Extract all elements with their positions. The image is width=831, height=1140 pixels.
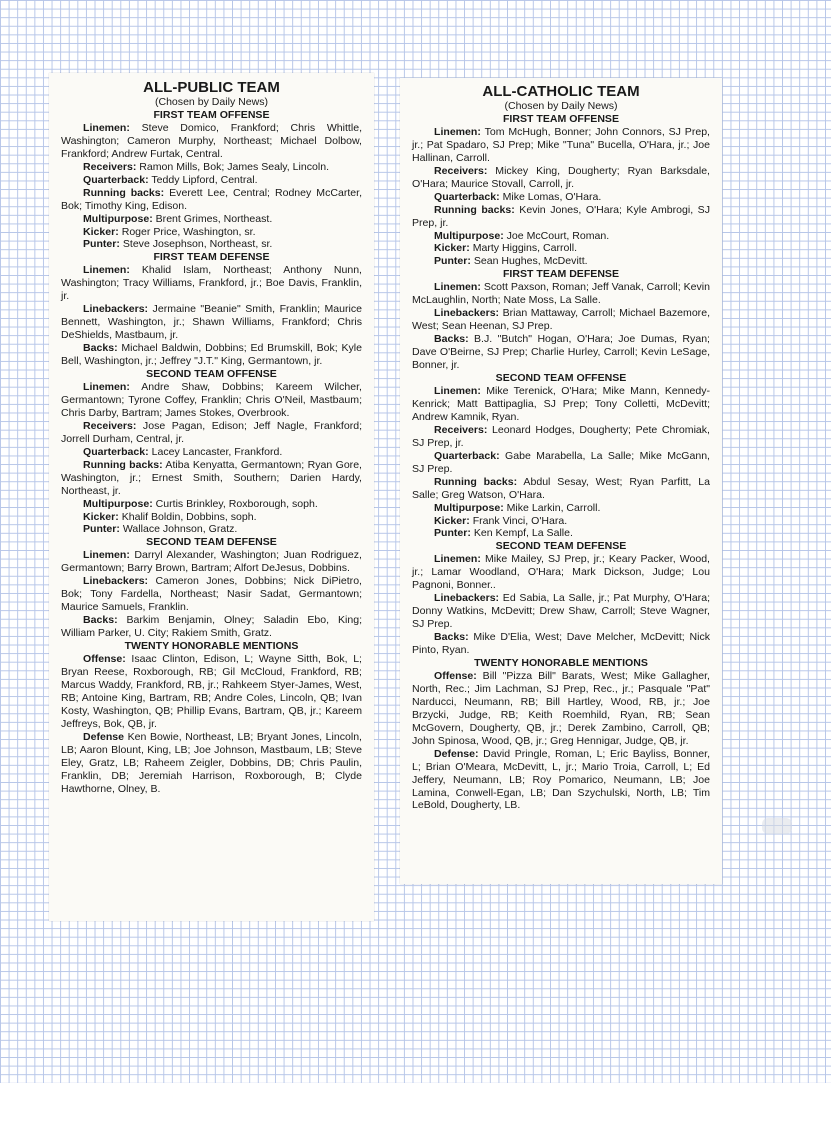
roster-entry [412,191,710,204]
roster-entry [61,498,362,511]
roster-entry [412,502,710,515]
player-list: Darryl Alexander, Washington; Juan Rodriguez, Germantown; Barry Brown, Bartram; Alfort DeJesus, Dobbins. [61,549,362,575]
position-label: Linebackers: [83,575,149,588]
position-label: Kicker: [83,225,119,238]
position-label: Offense: [83,652,126,665]
player-list: Ken Kempf, La Salle. [470,527,573,540]
position-label: Linebackers: [434,592,500,605]
section-heading: FIRST TEAM DEFENSE [153,251,270,264]
position-label: Defense: [434,747,479,760]
section-heading: FIRST TEAM DEFENSE [502,268,620,281]
position-label: Receivers: [83,419,137,432]
player-list: Jermaine "Beanie" Smith, Franklin; Maurice Bennett, Washington, jr.; Shawn Williams, Frankford; Chris DeShields, Mastbaum, jr. [61,303,362,342]
position-label: Backs: [434,631,469,644]
player-list: Mike Terenick, O'Hara; Mike Mann, Kennedy-Kenrick; Matt Battipaglia, SJ Prep; Tony Colletti, McDevitt; Andrew Kamnik, Ryan. [412,384,710,423]
position-label: Receivers: [434,423,488,436]
player-list: Wallace Johnson, Gratz. [119,523,238,536]
roster-entry [61,549,362,575]
position-label: Running backs: [83,458,163,471]
position-label: Offense: [434,669,477,682]
player-list: Cameron Jones, Dobbins; Nick DiPietro, Bok; Tony Fardella, Northeast; Nasir Sadat, Germantown; Maurice Samuels, Franklin. [61,575,362,614]
roster-entry [412,126,710,165]
roster-entry [412,553,710,592]
player-list: Mike Mailey, SJ Prep, jr.; Keary Packer, Wood, jr.; Lamar Woodland, O'Hara; Mark Dickson, Judge; Lou Pagnoni, Bonner.. [412,553,710,592]
player-list: Barkim Benjamin, Olney; Saladin Ebo, King; William Parker, U. City; Rakiem Smith, Gratz. [61,614,362,640]
subtitle: (Chosen by Daily News) [504,100,618,112]
roster-entry [412,242,710,255]
player-list: Abdul Sesay, West; Ryan Parfitt, La Salle; Greg Watson, O'Hara. [412,475,711,501]
player-list: Bill "Pizza Bill" Barats, West; Mike Gallagher, North, Rec.; Jim Lachman, SJ Prep, Rec., jr.; Pasquale "Pat" Narducci, Neumann, RB; Bill Hartley, Wood, RB, jr.; Joe Brzycki, Judge, RB; Keith Roemhild, Ryan, RB; Sean McGovern, Dougherty, QB, jr.; Derek Zambino, Carroll, QB; John Spinosa, Wood, QB, jr.; Greg Hennigar, Judge, QB, jr. [412,669,710,747]
section-heading: SECOND TEAM DEFENSE [495,540,627,553]
team-title: ALL-CATHOLIC TEAM [482,83,640,100]
roster-entry [412,255,710,268]
position-label: Kicker: [434,242,470,255]
position-label: Multipurpose: [83,212,153,225]
section-heading: FIRST TEAM OFFENSE [502,112,620,125]
player-list: Khalif Boldin, Dobbins, soph. [118,510,257,523]
roster-entry [412,631,710,657]
position-label: Linemen: [434,125,481,138]
position-label: Multipurpose: [83,497,153,510]
player-list: Atiba Kenyatta, Germantown; Ryan Gore, Washington, jr.; Ernest Smith, Southern; Darien Hardy, Northeast, jr. [61,458,362,497]
page-bottom-margin [0,1083,831,1140]
roster-entry [412,424,710,450]
position-label: Linemen: [434,281,481,294]
position-label: Linebackers: [83,303,149,316]
player-list: B.J. "Butch" Hogan, O'Hara; Joe Dumas, Ryan; Dave O'Beirne, SJ Prep; Charlie Hurley, Carroll; Kevin LeSage, Bonner, jr. [412,333,710,372]
position-label: Kicker: [83,510,119,523]
section-heading: SECOND TEAM OFFENSE [495,372,627,385]
roster-entry [61,187,362,213]
player-list: Marty Higgins, Carroll. [469,242,578,255]
position-label: Linemen: [83,380,130,393]
position-label: Running backs: [434,475,518,488]
player-list: Steve Domico, Frankford; Chris Whittle, Washington; Cameron Murphy, Northeast; Michael Dolbow, Frankford; Andrew Furtak, Central. [61,121,362,160]
player-list: David Pringle, Roman, L; Eric Bayliss, Bonner, L; Brian O'Meara, McDevitt, L, jr.; Mario Troia, Carroll, L; Ed Jeffery, Neumann, LB; Roy Pomarico, Neumann, LB; Joe Lamina, Conwell-Egan, LB; Dan Szychulski, North, LB; Tim LeBold, Dougherty, LB. [412,747,710,812]
roster-entry [61,381,362,420]
roster-entry [61,174,362,187]
section-heading: FIRST TEAM OFFENSE [153,108,270,121]
roster-entry [61,653,362,731]
player-list: Frank Vinci, O'Hara. [469,514,568,527]
player-list: Andre Shaw, Dobbins; Kareem Wilcher, Germantown; Tyrone Coffey, Franklin; Chris O'Neil, Mastbaum; Chris Darby, Bartram; James Stokes, Overbrook. [61,380,362,419]
player-list: Gabe Marabella, La Salle; Mike McGann, SJ Prep. [412,449,710,475]
roster-entry [412,204,710,230]
all-catholic-team-clipping [400,78,722,884]
player-list: Khalid Islam, Northeast; Anthony Nunn, Washington; Tracy Williams, Frankford, jr.; Boe Davis, Franklin, jr. [61,264,362,303]
player-list: Lacey Lancaster, Frankford. [148,445,283,458]
roster-entry [61,731,362,796]
roster-entry [61,226,362,239]
roster-entry [412,281,710,307]
player-list: Scott Paxson, Roman; Jeff Vanak, Carroll; Kevin McLaughlin, North; Nate Moss, La Salle. [412,281,710,307]
section-heading: SECOND TEAM DEFENSE [146,536,277,549]
roster-entry [412,592,710,631]
roster-entry [412,450,710,476]
roster-entry [61,446,362,459]
roster-entry [61,161,362,174]
player-list: Ramon Mills, Bok; James Sealy, Lincoln. [136,160,330,173]
roster-entry [412,230,710,243]
player-list: Mike Lomas, O'Hara. [499,190,602,203]
player-list: Ken Bowie, Northeast, LB; Bryant Jones, Lincoln, LB; Aaron Blount, King, LB; Joe Johnson, Mastbaum, LB; Steve Eley, Gratz, LB; Raheem Zeigler, Dobbins, DB; Chris Paulin, Franklin, DB; Jeremiah Harrison, Roxborough, B; Clyde Hawthorne, Olney, B. [61,730,362,795]
position-label: Multipurpose: [434,501,504,514]
position-label: Backs: [434,333,469,346]
section-heading: TWENTY HONORABLE MENTIONS [124,640,299,653]
section-heading: SECOND TEAM OFFENSE [146,368,277,381]
player-list: Curtis Brinkley, Roxborough, soph. [152,497,318,510]
position-label: Receivers: [434,164,488,177]
roster-entry [412,748,710,813]
player-list: Leonard Hodges, Dougherty; Pete Chromiak, SJ Prep, jr. [412,423,710,449]
roster-entry [61,523,362,536]
roster-entry [412,165,710,191]
position-label: Quarterback: [434,190,500,203]
player-list: Teddy Lipford, Central. [148,173,258,186]
roster-entry [61,614,362,640]
player-list: Mike Larkin, Carroll. [503,501,601,514]
player-list: Ed Sabia, La Salle, jr.; Pat Murphy, O'Hara; Donny Watkins, McDevitt; Drew Shaw, Carroll; Steve Wagner, SJ Prep. [412,592,710,631]
position-label: Linemen: [83,264,130,277]
roster-entry [61,303,362,342]
position-label: Linemen: [434,384,481,397]
position-label: Linebackers: [434,307,500,320]
position-label: Punter: [434,255,471,268]
player-list: Brent Grimes, Northeast. [152,212,273,225]
position-label: Backs: [83,342,118,355]
position-label: Linemen: [434,553,481,566]
player-list: Mickey King, Dougherty; Ryan Barksdale, O'Hara; Maurice Stovall, Carroll, jr. [412,164,710,190]
roster-entry [412,476,710,502]
player-list: Joe McCourt, Roman. [503,229,610,242]
position-label: Linemen: [83,121,130,134]
roster-entry [61,575,362,614]
subtitle: (Chosen by Daily News) [154,96,269,108]
team-title: ALL-PUBLIC TEAM [143,79,280,96]
player-list: Jose Pagan, Edison; Jeff Nagle, Frankford; Jorrell Durham, Central, jr. [61,419,362,445]
roster-entry [412,307,710,333]
roster-entry [61,420,362,446]
all-public-team-clipping [49,73,374,921]
player-list: Tom McHugh, Bonner; John Connors, SJ Prep, jr.; Pat Spadaro, SJ Prep; Mike "Tuna" Bucella, O'Hara, jr.; Joe Hallinan, Carroll. [412,125,710,164]
roster-entry [412,527,710,540]
position-label: Multipurpose: [434,229,504,242]
player-list: Sean Hughes, McDevitt. [470,255,588,268]
player-list: Kevin Jones, O'Hara; Kyle Ambrogi, SJ Prep, jr. [412,203,710,229]
position-label: Linemen: [83,549,130,562]
position-label: Receivers: [83,160,137,173]
position-label: Punter: [434,527,471,540]
player-list: Brian Mattaway, Carroll; Michael Bazemore, West; Sean Heenan, SJ Prep. [412,307,710,333]
roster-entry [61,342,362,368]
roster-entry [412,515,710,528]
player-list: Everett Lee, Central; Rodney McCarter, Bok; Timothy King, Edison. [61,186,363,212]
section-heading: TWENTY HONORABLE MENTIONS [474,656,648,669]
player-list: Michael Baldwin, Dobbins; Ed Brumskill, Bok; Kyle Bell, Washington, jr.; Jeffrey "J.T." King, Germantown, jr. [61,342,362,368]
position-label: Defense [83,730,125,743]
player-list: Isaac Clinton, Edison, L; Wayne Sitth, Bok, L; Bryan Reese, Roxborough, RB; Gil McCloud, Frankford, RB; Marcus Waddy, Frankford, RB, jr.; Rahkeem Styer-James, West, RB; Antoine King, Bartram, RB; Andre Coles, Lincoln, QB; Ivan Kosty, Washington, QB; Phillip Evans, Bartram, QB, jr.; Kareem Jeffreys, Bok, QB, jr. [61,652,362,730]
position-label: Quarterback: [434,449,500,462]
position-label: Kicker: [434,514,470,527]
roster-entry [412,670,710,748]
roster-entry [412,333,710,372]
player-list: Mike D'Elia, West; Dave Melcher, McDevitt; Nick Pinto, Ryan. [412,631,710,657]
roster-entry [61,511,362,524]
roster-entry [61,213,362,226]
position-label: Quarterback: [83,445,149,458]
player-list: Roger Price, Washington, sr. [118,225,256,238]
position-label: Quarterback: [83,173,149,186]
page-smudge [762,818,792,834]
position-label: Running backs: [83,186,165,199]
player-list: Steve Josephson, Northeast, sr. [119,238,273,251]
roster-entry [61,459,362,498]
roster-entry [412,385,710,424]
roster-entry [61,264,362,303]
position-label: Backs: [83,614,118,627]
position-label: Running backs: [434,203,515,216]
position-label: Punter: [83,238,120,251]
roster-entry [61,238,362,251]
roster-entry [61,122,362,161]
position-label: Punter: [83,523,120,536]
